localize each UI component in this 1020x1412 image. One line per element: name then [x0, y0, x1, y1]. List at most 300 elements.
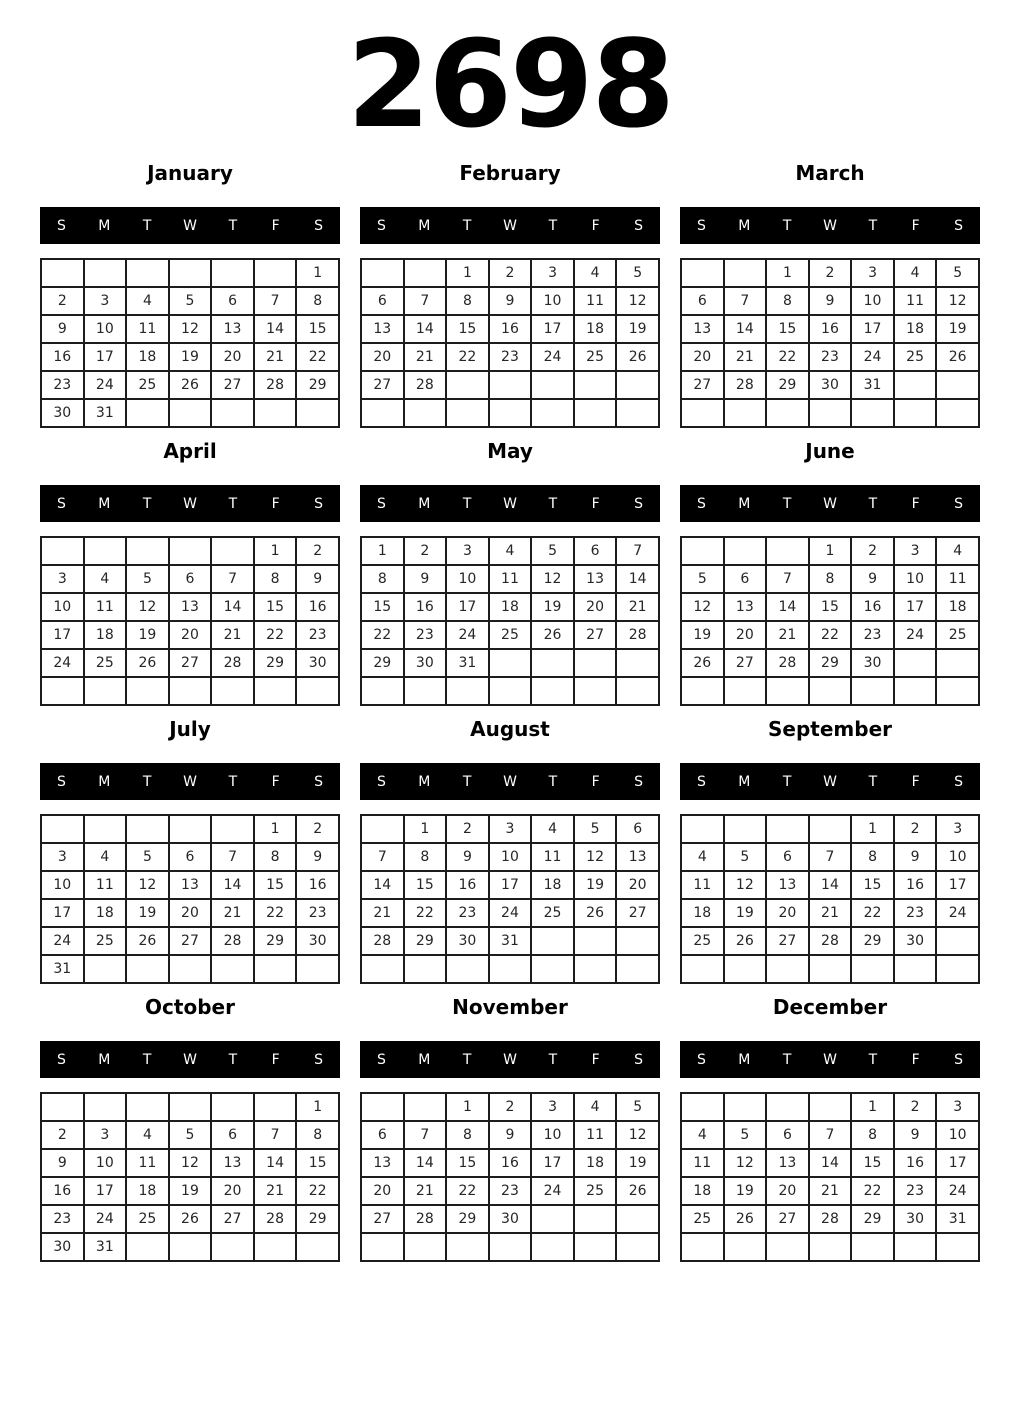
- date-cell: [169, 677, 212, 705]
- date-cell: 29: [254, 649, 297, 677]
- date-cell: 17: [531, 1149, 574, 1177]
- date-cell: [851, 955, 894, 983]
- date-cell: 4: [126, 287, 169, 315]
- date-cell: [211, 955, 254, 983]
- date-cell: [126, 1093, 169, 1121]
- date-cell: 14: [361, 871, 404, 899]
- week-row: [681, 1233, 979, 1261]
- date-cell: 22: [404, 899, 447, 927]
- date-cell: 27: [766, 1205, 809, 1233]
- weekday-label: M: [98, 495, 111, 512]
- date-cell: 16: [851, 593, 894, 621]
- weekday-label: T: [868, 495, 878, 512]
- date-cell: 19: [616, 315, 659, 343]
- date-cell: 28: [254, 1205, 297, 1233]
- weekday-label: S: [696, 217, 706, 234]
- weekday-label: T: [228, 217, 238, 234]
- date-cell: [211, 1233, 254, 1261]
- date-cell: 12: [126, 871, 169, 899]
- date-cell: [894, 677, 937, 705]
- date-cell: 15: [766, 315, 809, 343]
- date-cell: 15: [254, 871, 297, 899]
- date-cell: [574, 677, 617, 705]
- date-cell: 24: [84, 1205, 127, 1233]
- week-row: [361, 399, 659, 427]
- week-row: [41, 537, 339, 565]
- date-cell: 21: [616, 593, 659, 621]
- date-cell: [361, 815, 404, 843]
- date-cell: [489, 649, 532, 677]
- date-cell: [41, 815, 84, 843]
- date-cell: [616, 927, 659, 955]
- weekday-label: T: [868, 1051, 878, 1068]
- month-block: [360, 160, 660, 428]
- weekday-header-bar: [680, 485, 980, 522]
- date-cell: 10: [446, 565, 489, 593]
- date-cell: 18: [126, 1177, 169, 1205]
- month-block: [360, 716, 660, 984]
- date-cell: 30: [809, 371, 852, 399]
- date-cell: 13: [169, 593, 212, 621]
- date-cell: [936, 399, 979, 427]
- date-cell: [169, 955, 212, 983]
- date-cell: [446, 955, 489, 983]
- date-cell: 9: [296, 843, 339, 871]
- weekday-label: S: [376, 1051, 386, 1068]
- date-cell: 7: [254, 287, 297, 315]
- date-cell: 22: [851, 899, 894, 927]
- date-cell: 19: [126, 899, 169, 927]
- date-cell: 25: [681, 927, 724, 955]
- weekday-header-bar: [40, 1041, 340, 1078]
- date-cell: 4: [894, 259, 937, 287]
- date-cell: 16: [404, 593, 447, 621]
- date-cell: 15: [446, 1149, 489, 1177]
- week-row: [361, 565, 659, 593]
- date-cell: 25: [894, 343, 937, 371]
- date-cell: [489, 677, 532, 705]
- date-cell: [531, 677, 574, 705]
- date-cell: 18: [489, 593, 532, 621]
- date-cell: 6: [724, 565, 767, 593]
- date-cell: 18: [531, 871, 574, 899]
- weekday-label: S: [954, 773, 964, 790]
- date-cell: 7: [766, 565, 809, 593]
- date-cell: [296, 1233, 339, 1261]
- date-cell: 2: [894, 1093, 937, 1121]
- week-row: [41, 1233, 339, 1261]
- date-cell: 23: [296, 621, 339, 649]
- date-cell: [894, 1233, 937, 1261]
- date-cell: [446, 677, 489, 705]
- date-cell: 10: [84, 1149, 127, 1177]
- date-cell: [616, 1233, 659, 1261]
- date-cell: 9: [296, 565, 339, 593]
- weekday-label: W: [503, 1051, 517, 1068]
- weekday-label: F: [591, 495, 600, 512]
- date-cell: [211, 537, 254, 565]
- date-cell: 21: [254, 343, 297, 371]
- date-cell: 30: [446, 927, 489, 955]
- date-cell: 3: [41, 565, 84, 593]
- month-grid: [360, 1092, 660, 1262]
- date-cell: 15: [404, 871, 447, 899]
- date-cell: 26: [126, 927, 169, 955]
- date-cell: 8: [296, 1121, 339, 1149]
- date-cell: [936, 1233, 979, 1261]
- date-cell: [361, 1233, 404, 1261]
- month-title: January: [147, 161, 233, 185]
- weekday-label: M: [738, 217, 751, 234]
- date-cell: 30: [296, 927, 339, 955]
- date-cell: [361, 259, 404, 287]
- date-cell: 25: [126, 371, 169, 399]
- months-grid: [0, 160, 1020, 1262]
- date-cell: 3: [41, 843, 84, 871]
- date-cell: 22: [766, 343, 809, 371]
- weekday-header-bar: [680, 1041, 980, 1078]
- date-cell: 31: [489, 927, 532, 955]
- date-cell: [851, 1233, 894, 1261]
- weekday-label: S: [634, 217, 644, 234]
- date-cell: [41, 1093, 84, 1121]
- date-cell: [254, 677, 297, 705]
- month-grid: [680, 258, 980, 428]
- date-cell: 20: [211, 1177, 254, 1205]
- weekday-label: T: [548, 773, 558, 790]
- date-cell: 3: [84, 287, 127, 315]
- date-cell: 17: [41, 899, 84, 927]
- weekday-label: M: [418, 773, 431, 790]
- date-cell: 18: [894, 315, 937, 343]
- date-cell: 13: [169, 871, 212, 899]
- date-cell: 21: [404, 343, 447, 371]
- month-grid: [680, 1092, 980, 1262]
- date-cell: [361, 955, 404, 983]
- date-cell: [681, 259, 724, 287]
- date-cell: [724, 677, 767, 705]
- week-row: [41, 565, 339, 593]
- date-cell: [681, 815, 724, 843]
- date-cell: 9: [809, 287, 852, 315]
- week-row: [41, 399, 339, 427]
- date-cell: [296, 399, 339, 427]
- date-cell: [41, 537, 84, 565]
- date-cell: [489, 371, 532, 399]
- week-row: [681, 315, 979, 343]
- weekday-label: S: [696, 773, 706, 790]
- date-cell: 14: [724, 315, 767, 343]
- weekday-label: F: [591, 217, 600, 234]
- week-row: [41, 287, 339, 315]
- date-cell: [169, 537, 212, 565]
- date-cell: [169, 1233, 212, 1261]
- date-cell: 24: [41, 649, 84, 677]
- date-cell: [574, 371, 617, 399]
- date-cell: 21: [809, 1177, 852, 1205]
- date-cell: [724, 955, 767, 983]
- month-grid: [360, 258, 660, 428]
- weekday-label: S: [56, 773, 66, 790]
- weekday-label: S: [696, 495, 706, 512]
- date-cell: 18: [84, 621, 127, 649]
- date-cell: 6: [574, 537, 617, 565]
- month-block: [40, 994, 340, 1262]
- date-cell: 18: [681, 1177, 724, 1205]
- week-row: [681, 287, 979, 315]
- week-row: [681, 343, 979, 371]
- date-cell: 24: [851, 343, 894, 371]
- date-cell: 9: [851, 565, 894, 593]
- month-grid: [40, 258, 340, 428]
- date-cell: 9: [404, 565, 447, 593]
- weekday-label: W: [183, 773, 197, 790]
- date-cell: 6: [169, 565, 212, 593]
- date-cell: 21: [211, 621, 254, 649]
- date-cell: 4: [84, 843, 127, 871]
- date-cell: [404, 955, 447, 983]
- date-cell: 14: [254, 315, 297, 343]
- weekday-label: S: [314, 773, 324, 790]
- date-cell: 17: [936, 871, 979, 899]
- date-cell: 10: [936, 843, 979, 871]
- date-cell: [296, 955, 339, 983]
- week-row: [41, 259, 339, 287]
- date-cell: 7: [211, 565, 254, 593]
- date-cell: 26: [616, 1177, 659, 1205]
- date-cell: 20: [616, 871, 659, 899]
- date-cell: 11: [894, 287, 937, 315]
- week-row: [41, 1149, 339, 1177]
- date-cell: [724, 259, 767, 287]
- date-cell: [169, 399, 212, 427]
- week-row: [41, 1205, 339, 1233]
- weekday-label: M: [418, 217, 431, 234]
- date-cell: 18: [936, 593, 979, 621]
- month-block: [40, 438, 340, 706]
- week-row: [41, 927, 339, 955]
- week-row: [361, 815, 659, 843]
- date-cell: 25: [681, 1205, 724, 1233]
- date-cell: 11: [531, 843, 574, 871]
- date-cell: 16: [894, 1149, 937, 1177]
- month-title: June: [805, 439, 855, 463]
- month-title: March: [795, 161, 865, 185]
- date-cell: 11: [574, 287, 617, 315]
- date-cell: [724, 399, 767, 427]
- date-cell: [766, 677, 809, 705]
- date-cell: 30: [894, 1205, 937, 1233]
- date-cell: 19: [126, 621, 169, 649]
- date-cell: [766, 815, 809, 843]
- weekday-label: T: [548, 217, 558, 234]
- month-block: [680, 994, 980, 1262]
- date-cell: 7: [404, 1121, 447, 1149]
- date-cell: 31: [41, 955, 84, 983]
- date-cell: 13: [361, 315, 404, 343]
- date-cell: 5: [169, 287, 212, 315]
- date-cell: 20: [361, 1177, 404, 1205]
- weekday-header-bar: [680, 207, 980, 244]
- weekday-label: W: [503, 495, 517, 512]
- date-cell: 28: [724, 371, 767, 399]
- date-cell: [404, 1233, 447, 1261]
- date-cell: 28: [809, 1205, 852, 1233]
- week-row: [681, 399, 979, 427]
- month-title: September: [768, 717, 892, 741]
- date-cell: 1: [361, 537, 404, 565]
- date-cell: 4: [681, 1121, 724, 1149]
- weekday-label: T: [228, 1051, 238, 1068]
- date-cell: 9: [489, 287, 532, 315]
- month-block: [680, 716, 980, 984]
- date-cell: 2: [404, 537, 447, 565]
- date-cell: 11: [489, 565, 532, 593]
- weekday-label: F: [591, 773, 600, 790]
- weekday-label: M: [98, 773, 111, 790]
- week-row: [681, 565, 979, 593]
- date-cell: 22: [296, 1177, 339, 1205]
- date-cell: 12: [616, 287, 659, 315]
- weekday-label: S: [634, 1051, 644, 1068]
- date-cell: 29: [809, 649, 852, 677]
- date-cell: [574, 649, 617, 677]
- date-cell: 1: [254, 815, 297, 843]
- date-cell: 25: [84, 927, 127, 955]
- month-grid: [360, 536, 660, 706]
- date-cell: 31: [446, 649, 489, 677]
- date-cell: 17: [531, 315, 574, 343]
- date-cell: 3: [489, 815, 532, 843]
- date-cell: [809, 815, 852, 843]
- date-cell: [531, 649, 574, 677]
- date-cell: 6: [211, 287, 254, 315]
- weekday-header-bar: [680, 763, 980, 800]
- date-cell: 5: [531, 537, 574, 565]
- week-row: [681, 649, 979, 677]
- date-cell: 16: [489, 315, 532, 343]
- month-title: April: [163, 439, 217, 463]
- week-row: [681, 815, 979, 843]
- date-cell: 13: [766, 1149, 809, 1177]
- date-cell: 27: [766, 927, 809, 955]
- date-cell: 22: [296, 343, 339, 371]
- date-cell: 10: [41, 871, 84, 899]
- date-cell: 4: [936, 537, 979, 565]
- date-cell: 29: [296, 371, 339, 399]
- date-cell: [809, 677, 852, 705]
- date-cell: 5: [616, 259, 659, 287]
- week-row: [361, 371, 659, 399]
- date-cell: 25: [489, 621, 532, 649]
- date-cell: [84, 1093, 127, 1121]
- date-cell: 31: [84, 399, 127, 427]
- date-cell: 16: [296, 593, 339, 621]
- date-cell: [894, 371, 937, 399]
- weekday-header-bar: [360, 207, 660, 244]
- date-cell: 1: [851, 815, 894, 843]
- date-cell: 14: [616, 565, 659, 593]
- week-row: [361, 287, 659, 315]
- date-cell: 18: [574, 315, 617, 343]
- date-cell: 21: [724, 343, 767, 371]
- date-cell: 12: [574, 843, 617, 871]
- date-cell: 27: [616, 899, 659, 927]
- date-cell: [489, 1233, 532, 1261]
- weekday-label: F: [271, 773, 280, 790]
- date-cell: 2: [809, 259, 852, 287]
- date-cell: [126, 537, 169, 565]
- date-cell: 5: [936, 259, 979, 287]
- date-cell: [126, 1233, 169, 1261]
- date-cell: [766, 1233, 809, 1261]
- date-cell: 15: [361, 593, 404, 621]
- date-cell: 25: [936, 621, 979, 649]
- date-cell: 23: [446, 899, 489, 927]
- date-cell: [851, 399, 894, 427]
- week-row: [41, 843, 339, 871]
- date-cell: [84, 259, 127, 287]
- date-cell: 29: [404, 927, 447, 955]
- month-grid: [360, 814, 660, 984]
- date-cell: [361, 399, 404, 427]
- date-cell: 15: [446, 315, 489, 343]
- date-cell: 17: [446, 593, 489, 621]
- week-row: [681, 677, 979, 705]
- week-row: [41, 1093, 339, 1121]
- weekday-label: F: [911, 217, 920, 234]
- date-cell: [404, 677, 447, 705]
- date-cell: 10: [531, 1121, 574, 1149]
- date-cell: [616, 677, 659, 705]
- week-row: [41, 955, 339, 983]
- date-cell: 23: [489, 1177, 532, 1205]
- date-cell: 12: [724, 1149, 767, 1177]
- date-cell: 17: [851, 315, 894, 343]
- week-row: [681, 1177, 979, 1205]
- date-cell: 7: [809, 843, 852, 871]
- date-cell: 9: [489, 1121, 532, 1149]
- date-cell: 16: [446, 871, 489, 899]
- weekday-label: M: [98, 217, 111, 234]
- week-row: [361, 955, 659, 983]
- date-cell: 5: [724, 843, 767, 871]
- week-row: [681, 1149, 979, 1177]
- week-row: [681, 259, 979, 287]
- date-cell: 12: [169, 1149, 212, 1177]
- date-cell: 11: [681, 871, 724, 899]
- date-cell: [446, 371, 489, 399]
- week-row: [681, 371, 979, 399]
- weekday-label: T: [462, 495, 472, 512]
- month-grid: [40, 536, 340, 706]
- date-cell: 7: [361, 843, 404, 871]
- date-cell: 1: [296, 259, 339, 287]
- date-cell: 15: [851, 871, 894, 899]
- date-cell: 14: [404, 1149, 447, 1177]
- month-title: November: [452, 995, 568, 1019]
- date-cell: 11: [84, 593, 127, 621]
- weekday-label: W: [183, 1051, 197, 1068]
- month-title: August: [470, 717, 550, 741]
- week-row: [361, 1121, 659, 1149]
- year-title: 2698: [347, 16, 673, 155]
- date-cell: 2: [851, 537, 894, 565]
- date-cell: 8: [766, 287, 809, 315]
- date-cell: 29: [254, 927, 297, 955]
- date-cell: 13: [766, 871, 809, 899]
- date-cell: 14: [211, 871, 254, 899]
